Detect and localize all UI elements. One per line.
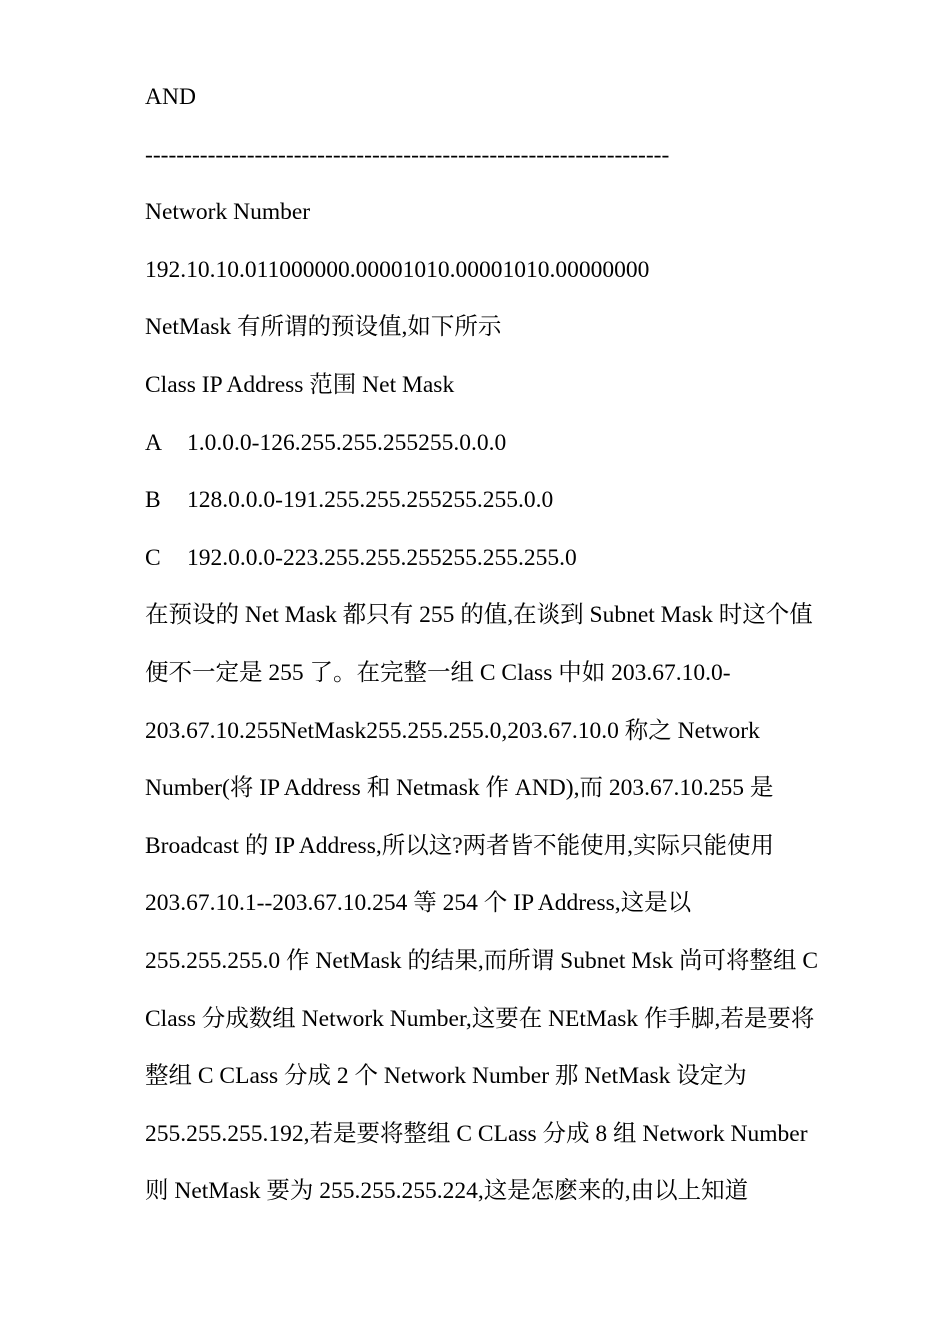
class-letter: B [145, 487, 161, 514]
divider-line: ------------------------------------------------------------------- [145, 141, 670, 168]
paragraph-line: 255.255.255.0 作 NetMask 的结果,而所谓 Subnet Msk 尚可将整组 C [145, 947, 819, 974]
network-number-value: 192.10.10.011000000.00001010.00001010.00000000 [145, 256, 650, 283]
class-range: 192.0.0.0-223.255.255.255255.255.255.0 [187, 544, 577, 571]
class-letter: C [145, 544, 161, 571]
class-letter: A [145, 429, 162, 456]
class-row-a [145, 425, 875, 483]
paragraph-line: 203.67.10.255NetMask255.255.255.0,203.67.10.0 称之 Network [145, 717, 760, 744]
class-range: 1.0.0.0-126.255.255.255255.0.0.0 [187, 429, 507, 456]
paragraph-line: 203.67.10.1--203.67.10.254 等 254 个 IP Address,这是以 [145, 890, 692, 917]
paragraph-line: 便不一定是 255 了。在完整一组 C Class 中如 203.67.10.0- [145, 659, 731, 686]
netmask-default-intro: NetMask 有所谓的预设值,如下所示 [145, 314, 502, 341]
class-table-header: Class IP Address 范围 Net Mask [145, 371, 455, 398]
network-number-label: Network Number [145, 199, 311, 226]
paragraph-line: 则 NetMask 要为 255.255.255.224,这是怎麽来的,由以上知道 [145, 1178, 749, 1205]
paragraph-line: 在预设的 Net Mask 都只有 255 的值,在谈到 Subnet Mask 时这个值 [145, 602, 813, 629]
paragraph-line: Number(将 IP Address 和 Netmask 作 AND),而 203.67.10.255 是 [145, 775, 774, 802]
paragraph-line: Broadcast 的 IP Address,所以这?两者皆不能使用,实际只能使用 [145, 832, 775, 859]
paragraph-line: 255.255.255.192,若是要将整组 C CLass 分成 8 组 Network Number [145, 1120, 808, 1147]
and-label: AND [145, 84, 196, 110]
paragraph-line: 整组 C CLass 分成 2 个 Network Number 那 NetMask 设定为 [145, 1063, 747, 1090]
document-body [145, 79, 875, 1231]
class-row-c [145, 540, 875, 598]
class-range: 128.0.0.0-191.255.255.255255.255.0.0 [187, 487, 554, 514]
paragraph-line: Class 分成数组 Network Number,这要在 NEtMask 作手脚,若是要将 [145, 1005, 815, 1032]
class-row-b [145, 482, 875, 540]
